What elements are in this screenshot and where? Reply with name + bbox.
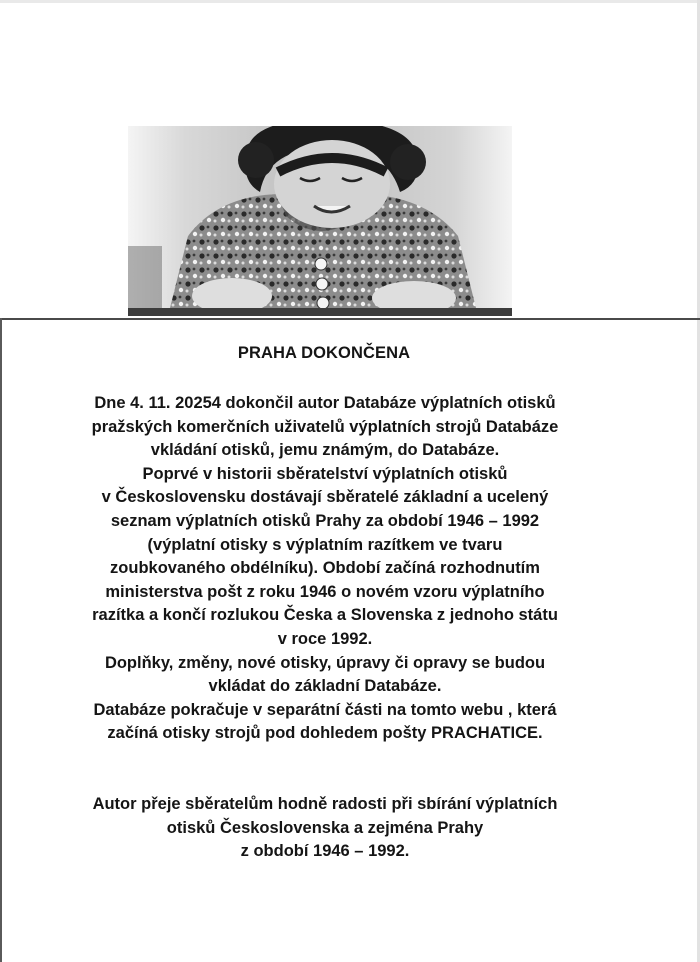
- closing-paragraph: [20, 793, 630, 864]
- main-line: začíná otisky strojů pod dohledem pošty PRACHATICE.: [107, 724, 543, 743]
- main-line: Dne 4. 11. 20254 dokončil autor Databáze výplatních otisků: [94, 394, 556, 412]
- main-line: vkládání otisků, jemu známým, do Databáze.: [150, 441, 500, 460]
- main-line: seznam výplatních otisků Prahy za období 1946 – 1992: [110, 511, 540, 530]
- main-line: v roce 1992.: [277, 629, 373, 648]
- document-title: PRAHA DOKONČENA: [237, 344, 411, 362]
- closing-line: z období 1946 – 1992.: [240, 842, 410, 861]
- overlay-paper-edge: [0, 318, 700, 320]
- scan-edge-top: [0, 0, 700, 3]
- woman-at-desk-photo: [128, 126, 512, 316]
- main-line: razítka a končí rozlukou Česka a Slovenska z jednoho státu: [92, 606, 558, 625]
- main-line: zoubkovaného obdélníku). Období začíná rozhodnutím: [110, 559, 540, 578]
- main-line: pražských komerčních uživatelů výplatních strojů Databáze: [91, 417, 559, 436]
- main-line: Doplňky, změny, nové otisky, úpravy či opravy se budou: [104, 653, 546, 672]
- main-line: vkládat do základní Databáze.: [208, 677, 442, 696]
- closing-line: otisků Československa a zejména Prahy: [166, 818, 484, 837]
- main-paragraph: [20, 392, 630, 746]
- main-line: Poprvé v historii sběratelství výplatních otisků: [142, 464, 508, 483]
- main-line: Databáze pokračuje v separátní části na tomto webu , která: [93, 700, 557, 719]
- main-line: ministerstva pošt z roku 1946 o novém vzoru výplatního: [105, 582, 545, 601]
- closing-line: Autor přeje sběratelům hodně radosti při sbírání výplatních: [92, 795, 558, 813]
- overlay-paper-left-edge: [0, 318, 2, 962]
- main-line: (výplatní otisky s výplatním razítkem ve tvaru: [147, 535, 503, 554]
- main-line: v Československu dostávají sběratelé základní a ucelený: [101, 488, 549, 507]
